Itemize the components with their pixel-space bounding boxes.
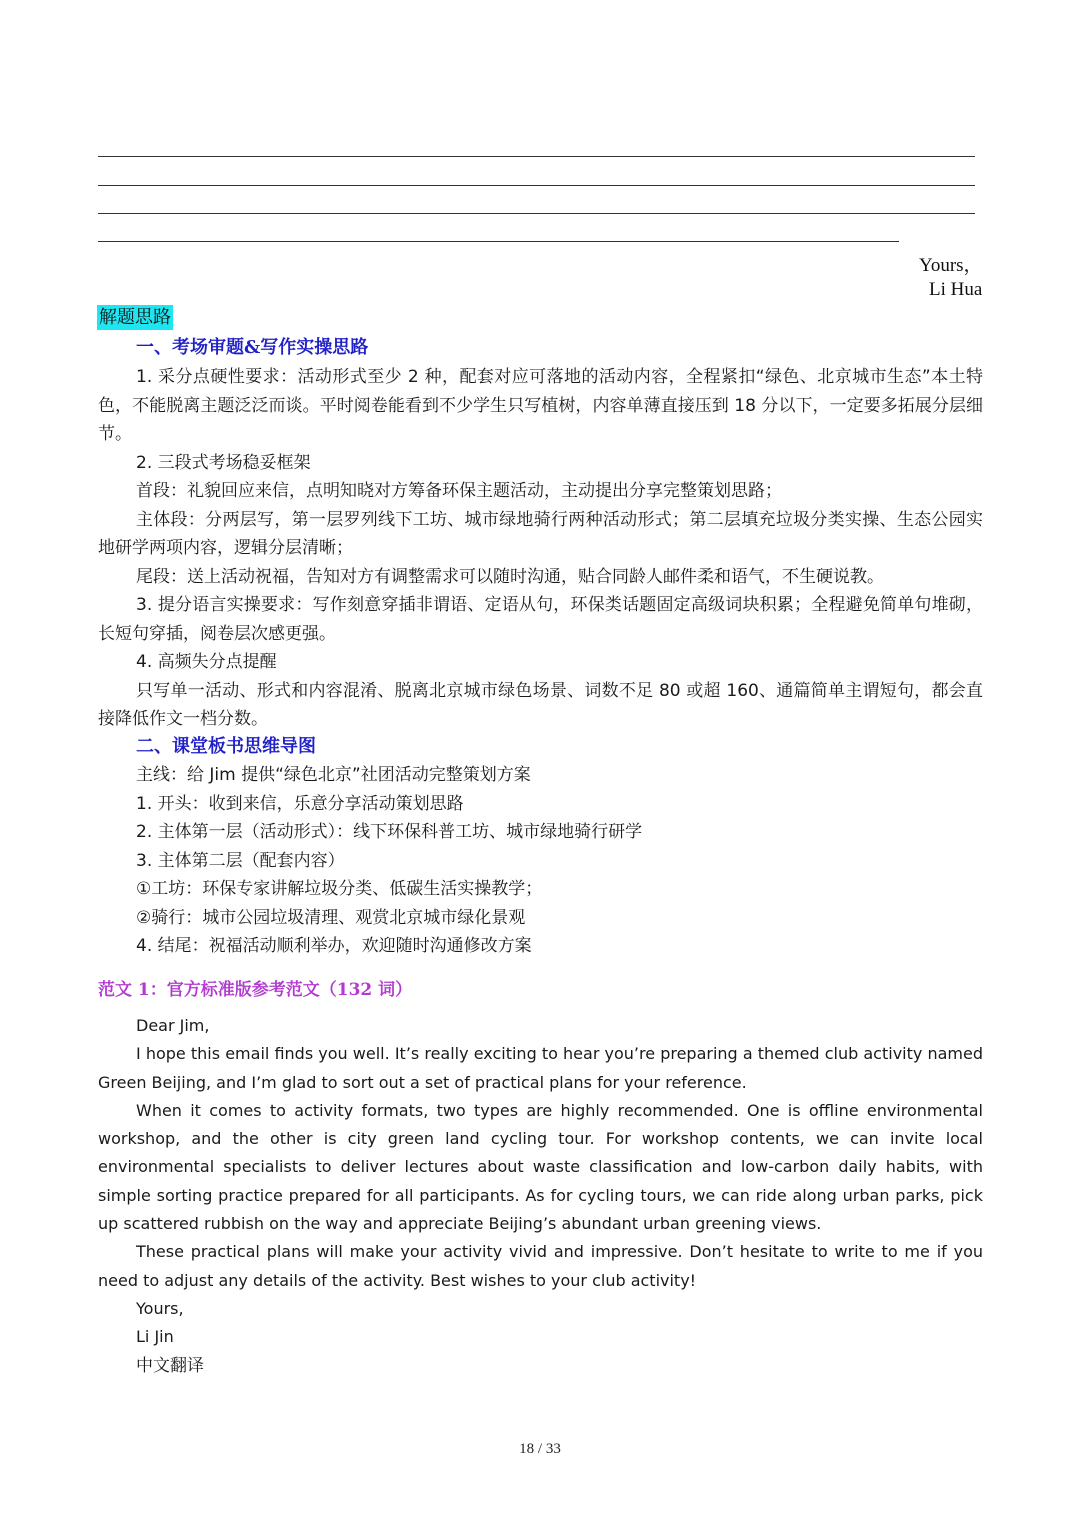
language-requirement: 3. 提分语言实操要求：写作刻意穿插非谓语、定语从句，环保类话题固定高级词块积累；全程避免简单句堆砌，长短句穿插，阅卷层次感更强。 <box>98 595 983 644</box>
translation-label: 中文翻译 <box>136 1355 204 1376</box>
sample-title: 范文 1：官方标准版参考范文（132 词） <box>98 980 413 1000</box>
essay-closing: Yours, <box>136 1298 184 1318</box>
mindmap-item: 3. 主体第二层（配套内容） <box>136 850 345 871</box>
pitfalls-paragraph: 只写单一活动、形式和内容混淆、脱离北京城市绿色场景、词数不足 80 或超 160、通篇简单主谓短句，都会直接降低作文一档分数。 <box>98 680 983 729</box>
mindmap-list <box>136 761 986 961</box>
essay-paragraph-2: When it comes to activity formats, two types are highly recommended. One is offline environmental workshop, and the other is city green land cycling tour. For workshop contents, we can invite local environmental specialists to deliver lectures about waste classification and low-carbon daily habits, with simple sorting practice prepared for all participants. As for cycling tours, we can ride along urban parks, pick up scattered rubbish on the way and appreciate Beijing’s abundant urban greening views. <box>98 1100 983 1234</box>
letter-signature: Li Hua <box>929 279 983 300</box>
writing-line-2 <box>98 185 975 186</box>
mindmap-item: 4. 结尾：祝福活动顺利举办，欢迎随时沟通修改方案 <box>136 936 532 956</box>
requirement-paragraph: 1. 采分点硬性要求：活动形式至少 2 种，配套对应可落地的活动内容，全程紧扣“绿色、北京城市生态”本土特色，不能脱离主题泛泛而谈。平时阅卷能看到不少学生只写植树，内容单薄直接压到 18 分以下，一定要多拓展分层细节。 <box>98 367 983 444</box>
mindmap-item: 主线：给 Jim 提供“绿色北京”社团活动完整策划方案 <box>136 765 531 785</box>
analysis-tag-wrapper <box>97 303 173 329</box>
essay-signature: Li Jin <box>136 1327 174 1347</box>
analysis-tag: 解题思路 <box>99 307 171 328</box>
letter-closing: Yours， <box>919 255 983 276</box>
mindmap-item: 1. 开头：收到来信，乐意分享活动策划思路 <box>136 793 464 814</box>
body-paragraph-note: 主体段：分两层写，第一层罗列线下工坊、城市绿地骑行两种活动形式；第二层填充垃圾分类实操、生态公园实地研学两项内容，逻辑分层清晰； <box>98 509 983 558</box>
pitfalls-heading: 4. 高频失分点提醒 <box>136 652 277 672</box>
opening-paragraph-note: 首段：礼貌回应来信，点明知晓对方筹备环保主题活动，主动提出分享完整策划思路； <box>136 481 782 501</box>
essay-paragraph-1: I hope this email finds you well. It’s really exciting to hear you’re preparing a themed club activity named Green Beijing, and I’m glad to sort out a set of practical plans for your reference. <box>98 1044 983 1092</box>
mindmap-item: ①工坊：环保专家讲解垃圾分类、低碳生活实操教学； <box>136 879 543 899</box>
section1-body <box>98 363 983 734</box>
framework-heading: 2. 三段式考场稳妥框架 <box>136 452 311 473</box>
sample-essay <box>98 1012 983 1380</box>
essay-paragraph-3: These practical plans will make your activity vivid and impressive. Don’t hesitate to write to me if you need to adjust any details of the activity. Best wishes to your club activity! <box>98 1242 983 1290</box>
mindmap-item: ②骑行：城市公园垃圾清理、观赏北京城市绿化景观 <box>136 907 526 928</box>
section1-title: 一、考场审题&写作实操思路 <box>136 337 369 358</box>
writing-line-3 <box>98 213 975 214</box>
essay-greeting: Dear Jim, <box>136 1016 210 1035</box>
writing-line-4 <box>98 241 899 242</box>
section2-title: 二、课堂板书思维导图 <box>136 736 316 757</box>
page-number: 18 / 33 <box>519 1441 561 1457</box>
ending-paragraph-note: 尾段：送上活动祝福，告知对方有调整需求可以随时沟通，贴合同龄人邮件柔和语气，不生硬说教。 <box>136 566 884 587</box>
mindmap-item: 2. 主体第一层（活动形式）：线下环保科普工坊、城市绿地骑行研学 <box>136 822 643 842</box>
writing-line-1 <box>98 156 975 157</box>
